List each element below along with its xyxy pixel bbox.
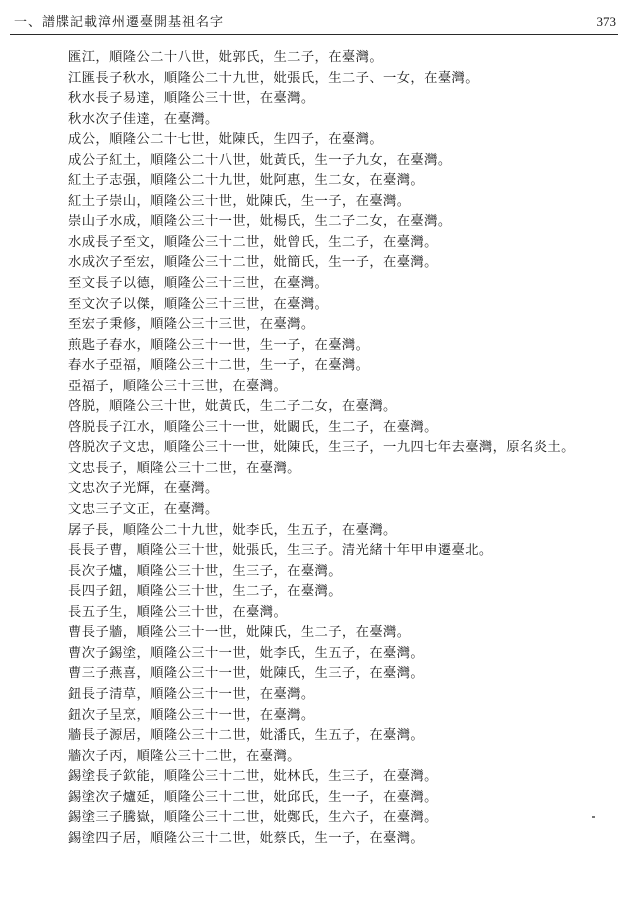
page-number: 373 [596, 14, 616, 29]
genealogy-entry: 鈕長子清草，順隆公三十一世，在臺灣。 [68, 686, 315, 702]
genealogy-entry: 長四子鈕，順隆公三十世，生二子，在臺灣。 [68, 584, 342, 600]
genealogy-entry: 文忠三子文正，在臺灣。 [68, 502, 219, 518]
genealogy-entry: 文忠次子光輝，在臺灣。 [68, 481, 219, 497]
genealogy-entry: 亞福子，順隆公三十三世，在臺灣。 [68, 378, 288, 394]
genealogy-entry-list [68, 48, 608, 849]
genealogy-entry: 春水子亞福，順隆公三十二世，生一子，在臺灣。 [68, 358, 370, 374]
genealogy-entry: 崇山子水成，順隆公三十一世，妣楊氏，生二子二女，在臺灣。 [68, 214, 452, 230]
genealogy-entry: 秋水長子易達，順隆公三十世，在臺灣。 [68, 91, 315, 107]
genealogy-entry: 匯江，順隆公二十八世，妣郭氏，生二子，在臺灣。 [68, 50, 384, 65]
genealogy-entry: 錫塗三子騰嶽，順隆公三十二世，妣鄭氏，生六子，在臺灣。 [68, 810, 438, 826]
genealogy-entry: 煎匙子春水，順隆公三十一世，生一子，在臺灣。 [68, 337, 370, 353]
genealogy-entry: 曹三子燕喜，順隆公三十一世，妣陳氏，生三子，在臺灣。 [68, 666, 425, 682]
genealogy-entry: 水成長子至文，順隆公三十二世，妣曾氏，生二子，在臺灣。 [68, 234, 438, 250]
chapter-title: 一、譜牒記載漳州遷臺開基祖名字 [14, 15, 225, 30]
genealogy-entry: 紅土子志强，順隆公二十九世，妣阿惠，生二女，在臺灣。 [68, 173, 425, 189]
genealogy-entry: 至文長子以德，順隆公三十三世，在臺灣。 [68, 276, 329, 292]
genealogy-entry: 長長子曹，順隆公三十世，妣張氏，生三子。清光緒十年甲申遷臺北。 [68, 543, 493, 559]
genealogy-entry: 江匯長子秋水，順隆公二十九世，妣張氏，生二子、一女，在臺灣。 [68, 70, 479, 86]
genealogy-entry: 孱子長，順隆公二十九世，妣李氏，生五子，在臺灣。 [68, 522, 397, 538]
genealogy-entry: 啓脱，順隆公三十世，妣黃氏，生二子二女，在臺灣。 [68, 399, 397, 415]
genealogy-entry: 啓脱次子文忠，順隆公三十一世，妣陳氏，生三子，一九四七年去臺灣，原名炎土。 [68, 440, 575, 456]
genealogy-entry: 牆長子源居，順隆公三十二世，妣潘氏，生五子，在臺灣。 [68, 728, 425, 744]
genealogy-entry: 秋水次子佳達，在臺灣。 [68, 111, 219, 127]
genealogy-entry: 水成次子至宏，順隆公三十二世，妣簡氏，生一子，在臺灣。 [68, 255, 438, 271]
genealogy-entry: 鈕次子呈烹，順隆公三十一世，在臺灣。 [68, 707, 315, 723]
genealogy-entry: 曹長子牆，順隆公三十一世，妣陳氏，生二子，在臺灣。 [68, 625, 411, 641]
genealogy-entry: 至宏子秉修，順隆公三十三世，在臺灣。 [68, 317, 315, 333]
genealogy-entry: 錫塗次子爐延，順隆公三十二世，妣邱氏，生一子，在臺灣。 [68, 789, 438, 805]
genealogy-entry: 文忠長子，順隆公三十二世，在臺灣。 [68, 460, 301, 476]
scan-speck [592, 816, 595, 818]
genealogy-entry: 成公，順隆公二十七世，妣陳氏，生四子，在臺灣。 [68, 132, 384, 148]
header-rule [10, 34, 618, 35]
genealogy-entry: 長次子爐，順隆公三十世，生三子，在臺灣。 [68, 563, 342, 579]
genealogy-entry: 長五子生，順隆公三十世，在臺灣。 [68, 604, 288, 620]
genealogy-entry: 成公子紅土，順隆公二十八世，妣黃氏，生一子九女，在臺灣。 [68, 152, 452, 168]
genealogy-entry: 曹次子錫塗，順隆公三十一世，妣李氏，生五子，在臺灣。 [68, 645, 425, 661]
genealogy-entry: 啓脱長子江水，順隆公三十一世，妣闞氏，生二子，在臺灣。 [68, 419, 438, 435]
genealogy-entry: 至文次子以傑，順隆公三十三世，在臺灣。 [68, 296, 329, 312]
genealogy-entry: 錫塗四子居，順隆公三十二世，妣蔡氏，生一子，在臺灣。 [68, 830, 425, 846]
running-header [14, 11, 616, 31]
genealogy-entry: 紅土子崇山，順隆公三十世，妣陳氏，生一子，在臺灣。 [68, 193, 411, 209]
genealogy-entry: 錫塗長子欽能，順隆公三十二世，妣林氏，生三子，在臺灣。 [68, 769, 438, 785]
genealogy-entry: 牆次子丙，順隆公三十二世，在臺灣。 [68, 748, 301, 764]
